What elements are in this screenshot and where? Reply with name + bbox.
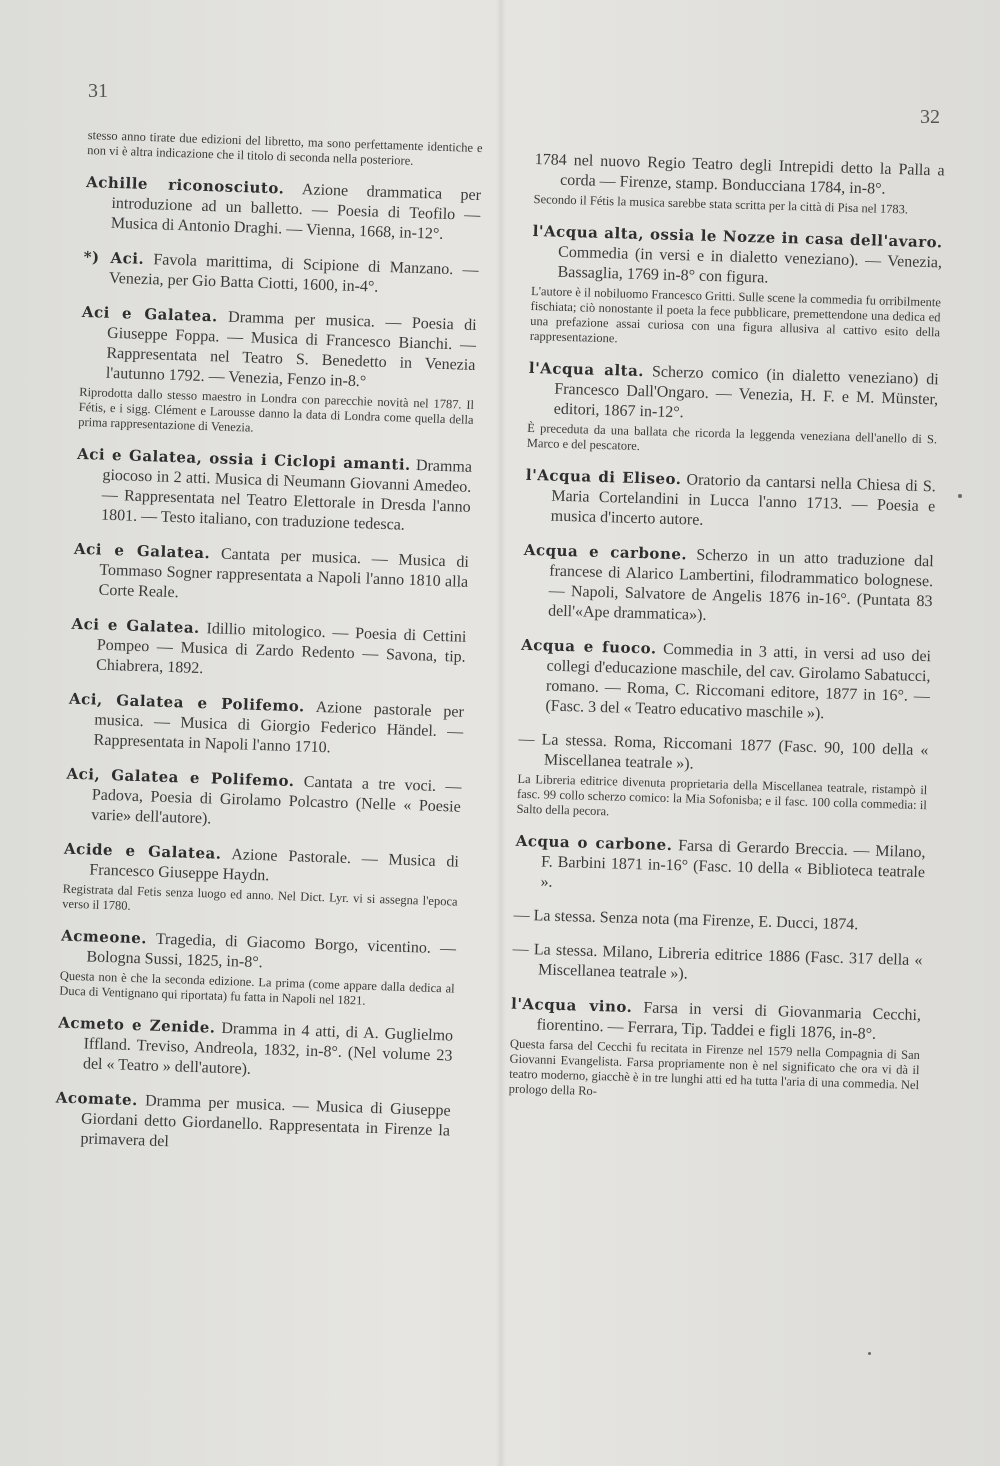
entry-body: Idillio mitologico. — Poesia di Cettini Pompeo — Musica di Zardo Redento — Savona, tip. Chiabrera, 1892. xyxy=(95,619,467,678)
entry-title: Acomate. xyxy=(55,1088,139,1110)
entry-title: Aci, Galatea e Polifemo. xyxy=(68,689,306,716)
entry-note: È preceduta da una ballata che ricorda la leggenda veneziana dell'anello di S. Marco e del pescatore. xyxy=(526,420,938,454)
entry-body: Azione drammatica per introduzione ad un balletto. — Poesia di Teofilo — Musica di Antonio Draghi. — Vienna, 1668, in-12°. xyxy=(110,180,482,243)
entry-note: Questa farsa del Cecchi fu recitata in Firenze nel 1579 nella Compagnia di San Giovanni Evangelista. Farsa propriamente non è nel significato che ora vi dà il teatro moderno, giacchè è in tre lunghi atti ed ha tutta l'aria di una commedia. Nel prologo della Ro- xyxy=(508,1036,921,1099)
entry-title: l'Acqua vino. xyxy=(510,994,633,1017)
entry-title: Acqua e carbone. xyxy=(523,540,688,564)
entry-note: L'autore è il nobiluomo Francesco Gritti. Sulle scene la commedia fu orribilmente fischiata; ciò nonostante il poeta la fece pubblicare, premettendone una dedica ed una prefazione assai curiosa con una figura allusiva al cattivo esito della rappresentazione. xyxy=(529,283,942,346)
book-gutter xyxy=(496,0,506,1466)
entry-title: Aci, Galatea e Polifemo. xyxy=(66,764,295,791)
entry-body: Scherzo comico (in dialetto veneziano) di Francesco Dall'Ongaro. — Venezia, H. F. e M. Münster, editori, 1867 in-12°. xyxy=(553,363,939,422)
catalog-entry xyxy=(54,1087,451,1161)
entry-body: Cantata per musica. — Musica di Tommaso Sogner rappresentata a Napoli l'anno 1810 alla Corte Reale. xyxy=(98,545,470,602)
entry-body: Dramma giocoso in 2 atti. Musica di Neumann Giovanni Amedeo. — Rappresentata nel Teatro Elettorale in Dresda l'anno 1801. — Testo italiano, con traduzione tedesca. xyxy=(100,456,473,534)
catalog-entry xyxy=(516,730,928,828)
entry-title: l'Acqua di Eliseo. xyxy=(525,465,682,489)
entry-body: 1784 nel nuovo Regio Teatro degli Intrepidi detto la Palla a corda — Firenze, stamp. Bonducciana 1784, in-8°. xyxy=(534,150,945,198)
entry-note: Registrata dal Fetis senza luogo ed anno. Nel Dict. Lyr. vi si assegna l'epoca verso il 1780. xyxy=(62,881,458,913)
catalog-entry xyxy=(514,831,926,903)
catalog-entry xyxy=(70,614,467,688)
entry-text xyxy=(522,540,934,632)
entry-text xyxy=(65,764,462,838)
entry-body: Commedia (in versi e in dialetto veneziano). — Venezia, Bassaglia, 1769 in-8° con figura. xyxy=(557,243,943,287)
entry-note: Secondo il Fétis la musica sarebbe stata scritta per la città di Pisa nel 1783. xyxy=(533,191,909,217)
entry-title: Achille riconosciuto. xyxy=(85,172,285,198)
catalog-entry xyxy=(75,444,472,538)
entry-note: La Libreria editrice divenuta proprietaria della Miscellanea teatrale, ristampò il fasc. 99 collo scherzo comico: la Mia Sofonisba; e il fasc. 100 colla commedia: il Salto della pecora. xyxy=(516,771,928,819)
entry-text xyxy=(72,539,469,613)
entry-title: Acqua e fuoco. xyxy=(520,635,657,658)
entry-title: Aci e Galatea. xyxy=(81,302,218,326)
entry-text xyxy=(57,1013,454,1087)
entry-note: Questa non è che la seconda edizione. La prima (come appare dalla dedica al Duca di Ventignano qui riportata) fu fatta in Napoli nel 1821. xyxy=(59,968,455,1008)
entry-text xyxy=(512,940,923,991)
entry-text xyxy=(70,614,467,688)
entry-body: Dramma per musica. — Musica di Giuseppe Giordani detto Giordanello. Rappresentata in Firenze la primavera del xyxy=(80,1092,451,1151)
entry-text xyxy=(75,444,472,538)
entry-text xyxy=(531,221,943,293)
catalog-entry xyxy=(519,635,931,727)
catalog-entry xyxy=(87,128,483,171)
entry-text xyxy=(525,465,937,537)
catalog-entry xyxy=(57,1013,454,1087)
entry-title: Aci e Galatea. xyxy=(71,614,201,637)
catalog-entry xyxy=(62,839,459,925)
left-page-column xyxy=(54,128,483,1176)
catalog-entry xyxy=(525,465,937,537)
entry-body: Azione Pastorale. — Musica di Francesco Giuseppe Haydn. xyxy=(89,845,460,885)
ink-speck xyxy=(958,494,962,498)
entry-title: Aci e Galatea, ossia i Ciclopi amanti. xyxy=(76,444,412,474)
left-page-number: 31 xyxy=(88,80,108,102)
catalog-entry xyxy=(85,172,482,246)
entry-title: Aci e Galatea. xyxy=(73,539,211,563)
catalog-entry xyxy=(530,221,943,355)
entry-body: Cantata a tre voci. — Padova, Poesia di Girolamo Polcastro (Nelle « Poesie varie» dell'autore). xyxy=(90,773,462,828)
entry-body: — La stessa. Senza nota (ma Firenze, E. Ducci, 1874. xyxy=(513,906,859,934)
entry-text xyxy=(67,689,464,763)
entry-text xyxy=(83,247,479,301)
right-page-number: 32 xyxy=(920,106,940,128)
entry-body: Farsa in versi di Giovanmaria Cecchi, fiorentino. — Ferrara, Tip. Taddei e figli 1876, in-8°. xyxy=(536,999,922,1043)
entry-text xyxy=(54,1087,451,1161)
entry-title: Acmeto e Zenide. xyxy=(58,1013,216,1037)
entry-title: Acqua o carbone. xyxy=(515,831,673,855)
catalog-entry xyxy=(83,247,479,301)
catalog-entry xyxy=(59,926,456,1012)
entry-body: Scherzo in un atto traduzione dal francese di Alarico Lambertini, filodrammatico bolognese. — Napoli, Salvatore de Angelis 1876 in-16°. (Puntata 83 dell'«Ape drammatica»). xyxy=(547,546,934,624)
entry-text xyxy=(80,302,477,396)
catalog-entry xyxy=(522,540,934,632)
entry-body: Dramma in 4 atti, di A. Guglielmo Iffland. Treviso, Andreola, 1832, in-8°. (Nel volume 23 del « Teatro » dell'autore). xyxy=(82,1019,454,1078)
entry-body: Tragedia, di Giacomo Borgo, vicentino. — Bologna Sussi, 1825, in-8°. xyxy=(86,930,457,972)
entry-body: Dramma per musica. — Poesia di Giuseppe Foppa. — Musica di Francesco Bianchi. — Rappresentata nel Teatro S. Benedetto in Venezia l'autunno 1792. — Venezia, Fenzo in-8.° xyxy=(105,308,477,391)
catalog-entry xyxy=(533,150,944,218)
entry-text xyxy=(527,358,939,430)
catalog-entry xyxy=(65,764,462,838)
entry-body: Oratorio da cantarsi nella Chiesa di S. Maria Cortelandini in Lucca l'anno 1713. — Poesia e musica d'incerto autore. xyxy=(550,471,936,529)
entry-title: l'Acqua alta, ossia le Nozze in casa dell'avaro. xyxy=(532,221,943,252)
entry-title: Acide e Galatea. xyxy=(63,839,222,863)
catalog-entry xyxy=(513,906,923,937)
entry-note: Riprodotta dallo stesso maestro in Londra con parecchie novità nel 1787. Il Fétis, e i sigg. Clément e Larousse danno la data di Londra come quella della prima rappresentazione di Venezia. xyxy=(78,384,475,435)
catalog-entry xyxy=(527,358,939,462)
entry-text xyxy=(85,172,482,246)
entry-body: — La stessa. Milano, Libreria editrice 1886 (Fasc. 317 della « Miscellanea teatrale »). xyxy=(512,940,923,983)
ink-speck xyxy=(868,1352,871,1355)
entry-body: — La stessa. Roma, Riccomani 1877 (Fasc. 90, 100 della « Miscellanea teatrale »). xyxy=(518,730,929,773)
entry-text xyxy=(514,831,926,903)
catalog-entry xyxy=(67,689,464,763)
entry-body: Azione pastorale per musica. — Musica di Giorgio Federico Händel. — Rappresentata in Napoli l'anno 1710. xyxy=(93,698,465,757)
entry-note: stesso anno tirate due edizioni del libretto, ma sono perfettamente identiche e non vi è altra indicazione che il titolo di seconda nella posteriore. xyxy=(87,128,483,168)
entry-text xyxy=(513,906,923,937)
right-page-column xyxy=(508,150,945,1122)
catalog-entry xyxy=(512,940,923,991)
entry-body: Commedia in 3 atti, in versi ad uso dei collegi d'educazione maschile, del cav. Girolamo Sabatucci, romano. — Roma, C. Riccomani editore, 1877 in 16°. — (Fasc. 3 del « Teatro educativo maschile »). xyxy=(545,640,932,723)
entry-title: *) Aci. xyxy=(83,247,145,268)
entry-text xyxy=(519,635,931,727)
entry-title: Acmeone. xyxy=(60,926,148,948)
entry-title: l'Acqua alta. xyxy=(528,358,645,381)
entry-body: Farsa di Gerardo Breccia. — Milano, F. Barbini 1871 in-16° (Fasc. 10 della « Biblioteca teatrale ». xyxy=(540,837,926,891)
entry-body: Favola marittima, di Scipione di Manzano. — Venezia, per Gio Batta Ciotti, 1600, in-4°. xyxy=(108,250,479,296)
catalog-entry xyxy=(78,302,477,443)
catalog-entry xyxy=(509,994,922,1108)
catalog-entry xyxy=(72,539,469,613)
